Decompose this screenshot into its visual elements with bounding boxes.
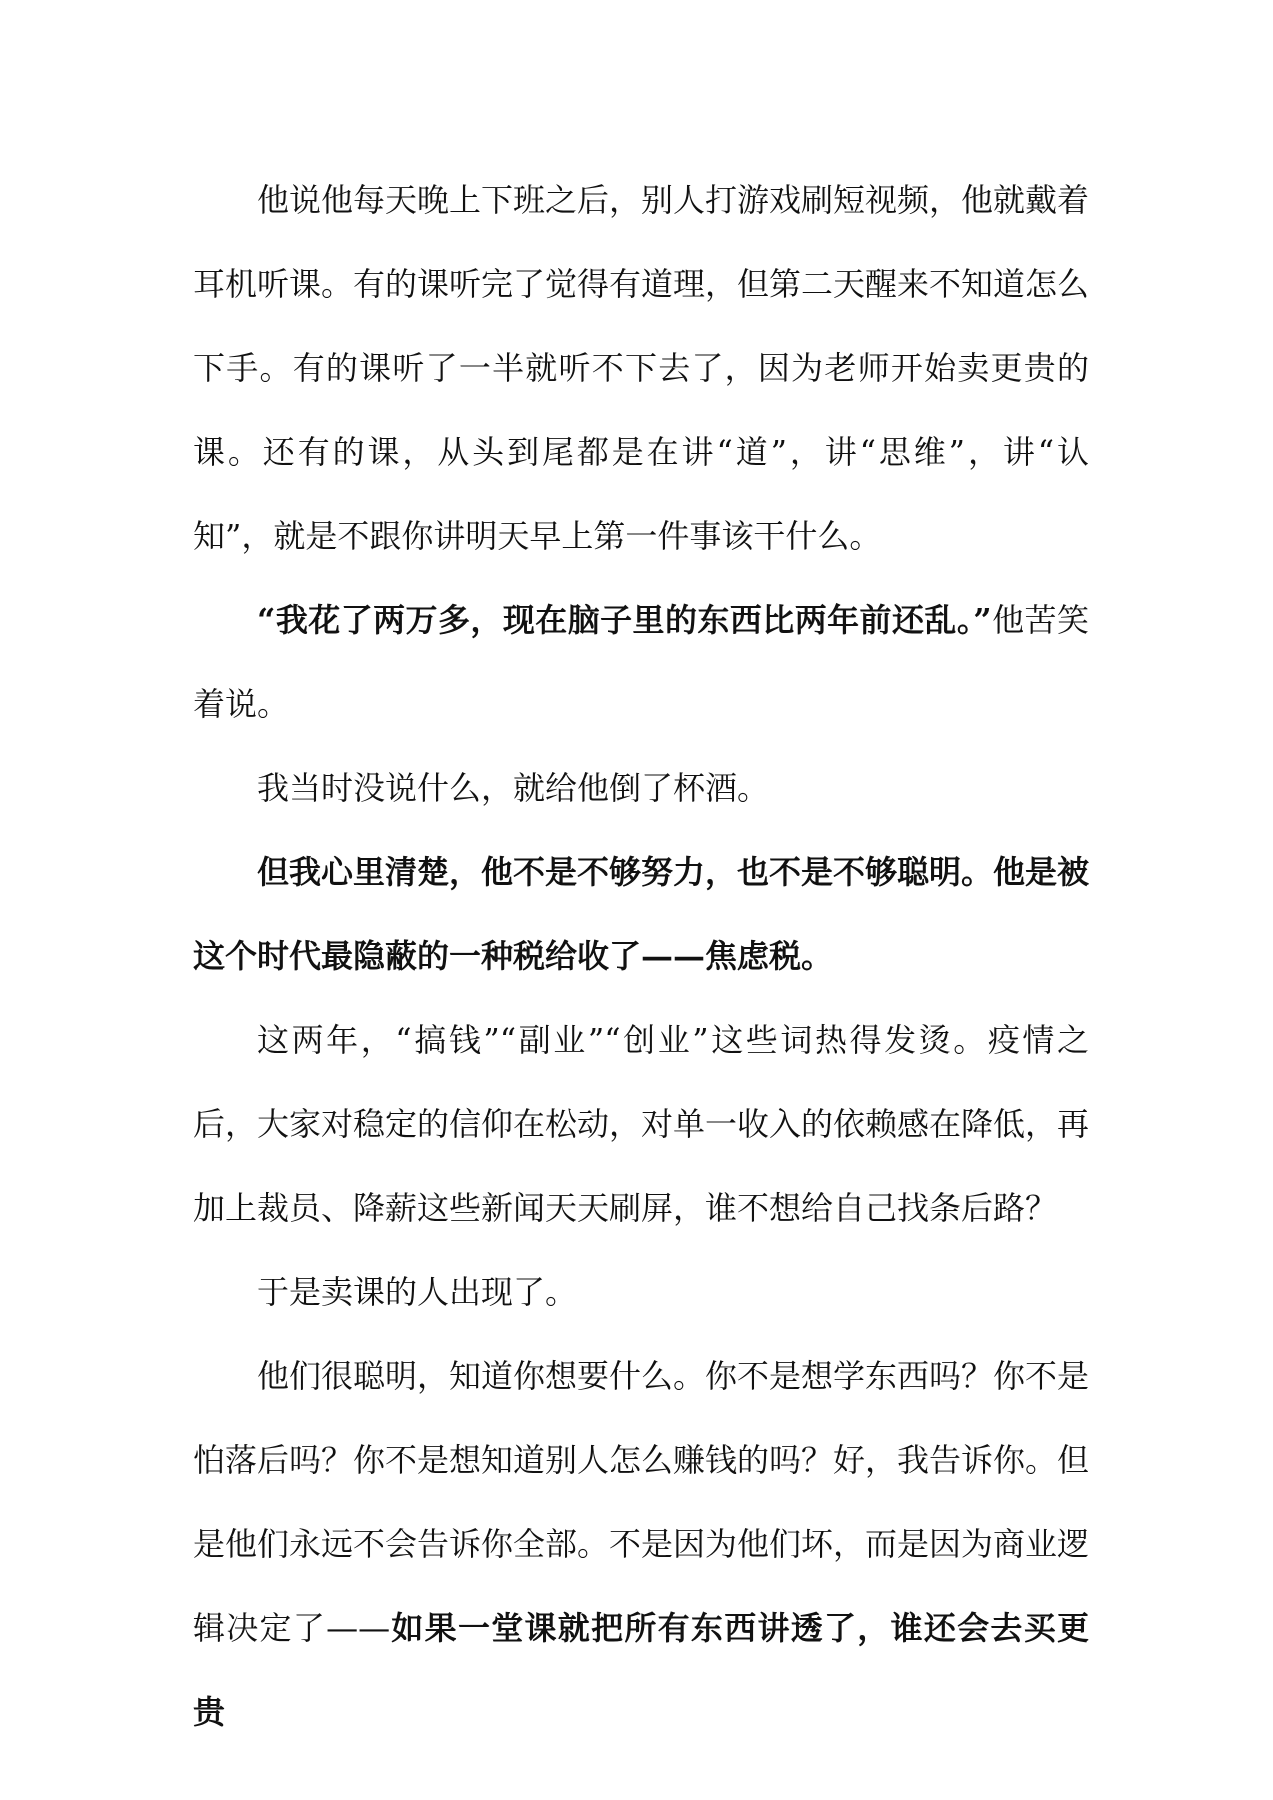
paragraph-5 (193, 998, 1089, 1250)
paragraph-7 (193, 1334, 1089, 1754)
paragraph-1-text: 他说他每天晚上下班之后，别人打游戏刷短视频，他就戴着耳机听课。有的课听完了觉得有道理，但第二天醒来不知道怎么下手。有的课听了一半就听不下去了，因为老师开始卖更贵的课。还有的课，从头到尾都是在讲“道”，讲“思维”，讲“认知”，就是不跟你讲明天早上第一件事该干什么。 (193, 181, 1090, 555)
paragraph-4-bold-text: 但我心里清楚，他不是不够努力，也不是不够聪明。他是被这个时代最隐蔽的一种税给收了——焦虑税。 (193, 853, 1090, 975)
paragraph-3-text: 我当时没说什么，就给他倒了杯酒。 (257, 769, 770, 807)
paragraph-7-text: 他们很聪明，知道你想要什么。你不是想学东西吗？你不是怕落后吗？你不是想知道别人怎么赚钱的吗？好，我告诉你。但是他们永远不会告诉你全部。不是因为他们坏，而是因为商业逻辑决定了—— (193, 1357, 1090, 1647)
paragraph-2 (193, 578, 1089, 746)
paragraph-4 (193, 830, 1089, 998)
paragraph-2-quote: “我花了两万多，现在脑子里的东西比两年前还乱。” (257, 601, 992, 639)
paragraph-6 (193, 1250, 1089, 1334)
paragraph-2-text: 他苦笑着说。 (193, 601, 1089, 723)
document-page (193, 158, 1089, 1754)
paragraph-1 (193, 158, 1089, 578)
paragraph-6-text: 于是卖课的人出现了。 (257, 1273, 578, 1311)
paragraph-7-bold-text: 如果一堂课就把所有东西讲透了，谁还会去买更贵 (193, 1609, 1089, 1731)
paragraph-5-text: 这两年，“搞钱”“副业”“创业”这些词热得发烫。疫情之后，大家对稳定的信仰在松动，对单一收入的依赖感在降低，再加上裁员、降薪这些新闻天天刷屏，谁不想给自己找条后路？ (193, 1021, 1090, 1227)
paragraph-3 (193, 746, 1089, 830)
